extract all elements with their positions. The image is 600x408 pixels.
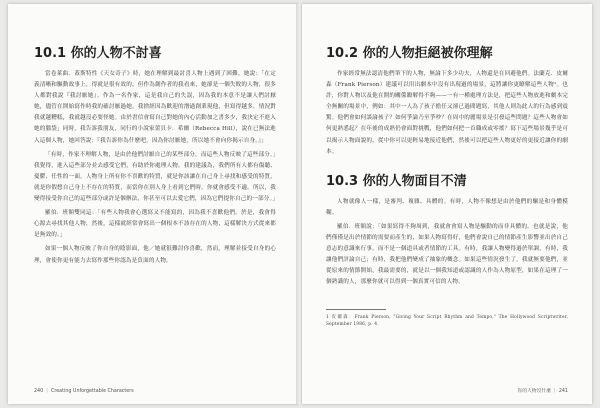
right-page-footer: 你的人物沒什麼 ｜ 241	[517, 389, 568, 394]
paragraph: 作家經常無法認清他們筆下的人物，無論下多少功夫，人物還是在回避他們。法蘭克．皮爾森（Frank Pierson）建議可以用出劇本中沒有出現過的場景，這將讓你更瞭解這些人物¹。也許，你對人物以及他在開的關係瞭解得不夠——一有一種處理方法是，把這些人物放進和劇本完全無關的場景中，例如：其中一人為了孩子擔任又卻已過間題寫，其他人則為此人的行為感到震驚。他們會如何談論孩子？如何爭論乃至爭吵？在周中的麗場景是引發這些問題？這些人物會如何更熟悉起？在年後的成熟仍會面對挑戰，他們如何把一首職成或零搖？寫下這些場景幾乎是可以揭示人物面貌的，從中你可以更輕易地接近他們，然後可以把這些人物更好的更接近讓你的劇本。	[326, 71, 568, 155]
paragraph: 羅伯．班額說：「如果寫得不夠周到，我就會會寫人物是驅動的而非具體的。也就是說，他們僅僅是出於情節的需要而產生的，如果人物寫得好，他們會說自己的情節產生影響並出於自己意志的意識來行事，而不是一個道具或者情節的工具。有時，我讓人物變得過於單調，有時，我讓他們評論自己；有時，我把他們變成了抽象的概念。如果這些情況發生了，我就無要他們，並從原來的情節開始，我最需要的，就是以一個我知道或認識的人作為人物原型，如果在這理了一個熟識的人，那麼你就可以得到一個真實可信的人物。	[326, 223, 568, 286]
footnote-divider	[326, 309, 386, 310]
footnote: 1 皮爾森：Frank Pierson, "Giving Your Script Rhythm and Tempo," The Hollywood Scriptwriter, September 1986, p. 4.	[326, 314, 568, 327]
section-heading-10-1: 10.1 你的人物不討喜	[34, 46, 162, 61]
left-page-footer: 240 ｜ Creating Unforgettable Characters	[34, 389, 134, 394]
paragraph: 人物就像人一樣，是審判、複雜、具體的。有時，人物不像想是由於他們的驅是和身體模糊。	[326, 198, 568, 216]
section-heading-10-2: 10.2 你的人物拒絕被你理解	[326, 46, 493, 61]
paragraph: 「有時，作家不理解人物，是由於他們討厭自己的某些部分，而這些人物反映了這些部分。」我覺得，進入這些部分並去感受它們，有助於你處理人物。我的建議為，我們所有人都有傷聽、憂鬱、任性的一面。人物身上所有你不喜歡的特質，就是你該讓在自己身上尋找和感受的特質，就是你假想自己身上不存在的特質，而當你在別人身上看到它們時，你就會感受不適。所以，我變得接受你自己的這些部分或許是個辦法，你甚至可以去愛它們，因為它們提你自己的一部分。」	[34, 151, 279, 203]
paragraph: 當卷萊曲．蓋斯特性《天女奇子》時，她在理解到最討喜人物上遇到了困難，她說：「在定義清晰和驅動故事上，得就是很有效的，但作為創作者的我看來，她卻是一個失敗的人物，很多人都對我說『我討厭她』。作為一名作家，這是我自己的失誤，因為我的本意不是讓人們討厭她，儘管在開始寫作時我的確討厭過她。我捨經因為歡迎的潛過創業現他，但寫得越多，情況對我就越糟糕，我就越沒必要怪她。由於書信會寫自己對她的內心活動加之書多少，我決定不進入她的腦袋」同時，我告訴我朋友，同行的小說家蕾貝卡．希爾（Rebecca Hill），說在已無法進入這個人物，她回答說：『我告訴你為什麼吧，因為你討厭她，所以她不會向你揭示自身。』」	[34, 71, 276, 144]
paragraph: 羅伯．班額雙同這：「有些人物我會心選寫又不能寫的，因為我不喜歡他們。於是，我會得心源去尋找其他人物，然後，這樣就經常會寫出一個根本不該存在的人物，這樣解決方式從來都是無效的。」	[34, 210, 276, 239]
left-page	[8, 4, 298, 404]
section-heading-10-3: 10.3 你的人物面目不清	[326, 173, 467, 189]
right-page	[302, 4, 592, 404]
paragraph: 如果一個人物反映了你自身的陰影面，他／她就很難討你喜歡，然而，理解並接受自身的心理，會使你更有能力去寫作那些你認為是負面的人物。	[34, 246, 276, 264]
